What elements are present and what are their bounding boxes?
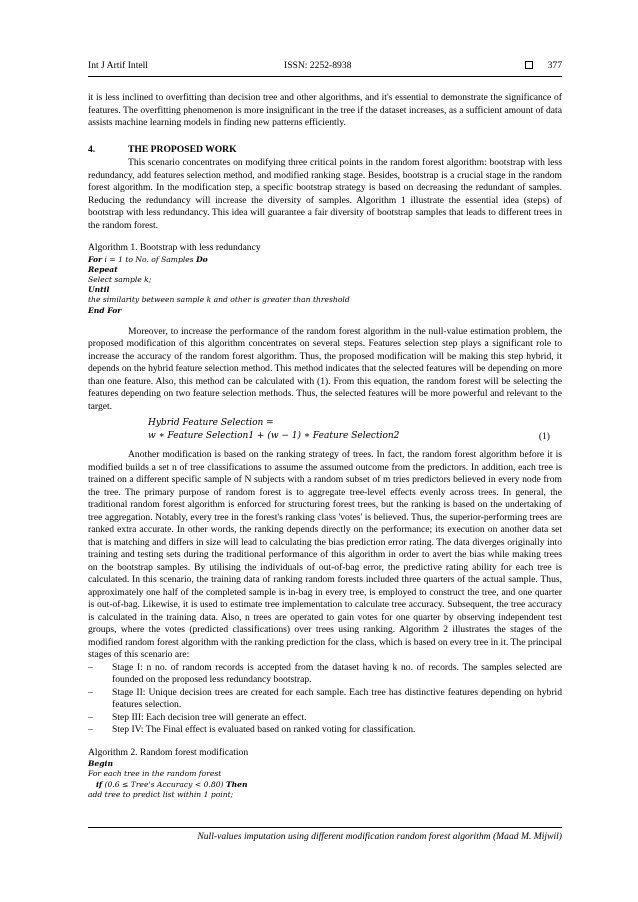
running-footer: Null-values imputation using different modification random forest algorithm (Maad M. Mijwil) bbox=[197, 831, 562, 842]
list-item: – Step III: Each decision tree will generate an effect. bbox=[88, 711, 307, 723]
equation-line-2: w ∗ Feature Selection1 + (w − 1) ∗ Feature Selection2 bbox=[148, 431, 400, 442]
equation-line-1: Hybrid Feature Selection = bbox=[148, 418, 274, 429]
paragraph-2: Moreover, to increase the performance of the random forest algorithm in the null-value estimation problem, the proposed modification of this algorithm concentrates on several steps. Features selection step plays a significant role to increase the accuracy of the random forest algorithm. Thus, the proposed modification will be making this step hybrid, it depends on the hybrid feature selection method. This method indicates that the selected features will be depending on more than one feature. Also, this method can be calculated with (1). From this equation, the random forest will be selecting the features depending on two feature selection methods. Thus, the selected features will be more powerful and relevant to the target. bbox=[88, 325, 562, 412]
algo2-line-1: Begin bbox=[88, 759, 113, 769]
page-number: 377 bbox=[547, 60, 562, 71]
algo2-line-3: if (0.6 ≤ Tree's Accuracy < 0.80) Then bbox=[96, 779, 248, 789]
algo1-line-1: For i = 1 to No. of Samples Do bbox=[88, 254, 208, 264]
square-icon bbox=[525, 61, 533, 69]
section-paragraph-1: This scenario concentrates on modifying three critical points in the random forest algorithm: bootstrap with less redundancy, add features selection method, and modified ranking stage. Besides, bootstrap is a crucial stage in the random forest algorithm. In the modification step, a specific bootstrap strategy is based on decreasing the redundant of samples. Reducing the redundancy will increase the diversity of samples. Algorithm 1 illustrate the essential idea (steps) of bootstrap with less redundancy. This idea will guarantee a fair diversity of bootstrap samples that leads to different trees in the random forest. bbox=[88, 157, 562, 231]
footer-rule bbox=[88, 827, 562, 828]
equation-1 bbox=[88, 417, 562, 443]
algo1-line-5: the similarity between sample k and other is greater than threshold bbox=[88, 295, 350, 305]
equation-number: (1) bbox=[538, 431, 550, 443]
header-rule bbox=[88, 76, 562, 77]
list-item: – Stage I: n no. of random records is accepted from the dataset having k no. of records. The samples selected are founded on the proposed less redundancy bootstrap. bbox=[88, 661, 562, 686]
list-item: – Step IV: The Final effect is evaluated based on ranked voting for classification. bbox=[88, 724, 416, 736]
journal-name: Int J Artif Intell bbox=[88, 60, 148, 71]
section-heading bbox=[88, 144, 562, 157]
main-text bbox=[88, 92, 562, 800]
algo1-line-3: Select sample k; bbox=[88, 274, 152, 284]
algo2-line-4: add tree to predict list within 1 point; bbox=[88, 789, 234, 799]
algorithm-1-title: Algorithm 1. Bootstrap with less redundancy bbox=[88, 242, 261, 253]
algo1-line-2: Repeat bbox=[88, 264, 118, 274]
section-title: THE PROPOSED WORK bbox=[128, 143, 237, 155]
section-number: 4. bbox=[88, 143, 96, 155]
algo1-line-4: Until bbox=[88, 285, 110, 295]
intro-paragraph: it is less inclined to overfitting than decision tree and other algorithms, and it's essential to demonstrate the significance of features. The overfitting phenomenon is more insignificant in the tree if the dataset increases, as a sufficient amount of data assists machine learning models in finding new patterns efficiently. bbox=[88, 92, 562, 128]
list-item: – Stage II: Unique decision trees are created for each sample. Each tree has distinctive features depending on hybrid features selection. bbox=[88, 686, 562, 711]
issn: ISSN: 2252-8938 bbox=[284, 60, 352, 71]
algorithm-2-body bbox=[88, 759, 562, 800]
running-header bbox=[88, 60, 562, 76]
algorithm-2-title: Algorithm 2. Random forest modification bbox=[88, 746, 249, 758]
stages-list bbox=[88, 662, 562, 737]
algo2-line-2: For each tree in the random forest bbox=[88, 769, 222, 779]
algo1-line-6: End For bbox=[88, 305, 122, 315]
algorithm-1-body bbox=[88, 255, 562, 316]
paragraph-3: Another modification is based on the ranking strategy of trees. In fact, the random forest algorithm before it is modified builds a set n of tree classifications to assume the assumed outcome from the predictors. In addition, each tree is trained on a different specific sample of N subjects with a random subset of m tries predictors believed in every node from the tree. The primary purpose of random forest is to aggregate tree-level effects evenly across trees. In general, the traditional random forest algorithm is enforced for structuring forest trees, but the ranking is based on the undertaking of tree aggregation. Notably, every tree in the forest's ranking class 'votes' is believed. Thus, the superior-performing trees are ranked extra accurate. In other words, the ranking depends directly on the performance; its execution on another data set that is matching and differs in size will lead to calculating the bias prediction error rating. The data diverges originally into training and testing sets during the traditional performance of this algorithm in order to avert the bias while making trees on the bootstrap samples. By utilising the individuals of out-of-bag error, the predictive rating ability for each tree is calculated. In this scenario, the training data of ranking random forests included three quarters of the actual sample. Thus, approximately one half of the completed sample is in-bag in every tree, is employed to construct the tree, and one quarter is out-of-bag. Likewise, it is used to estimate tree implementation to calculate tree accuracy. Subsequent, the tree accuracy is calculated in the training data. Also, n trees are operated to gain votes for one quarter by observing independent test groups, where the votes (predicted classifications) over trees using ranking. Algorithm 2 illustrates the stages of the modified random forest algorithm with the ranking prediction for the class, which is based on every tree in it. The principal stages of this scenario are: bbox=[88, 449, 562, 661]
